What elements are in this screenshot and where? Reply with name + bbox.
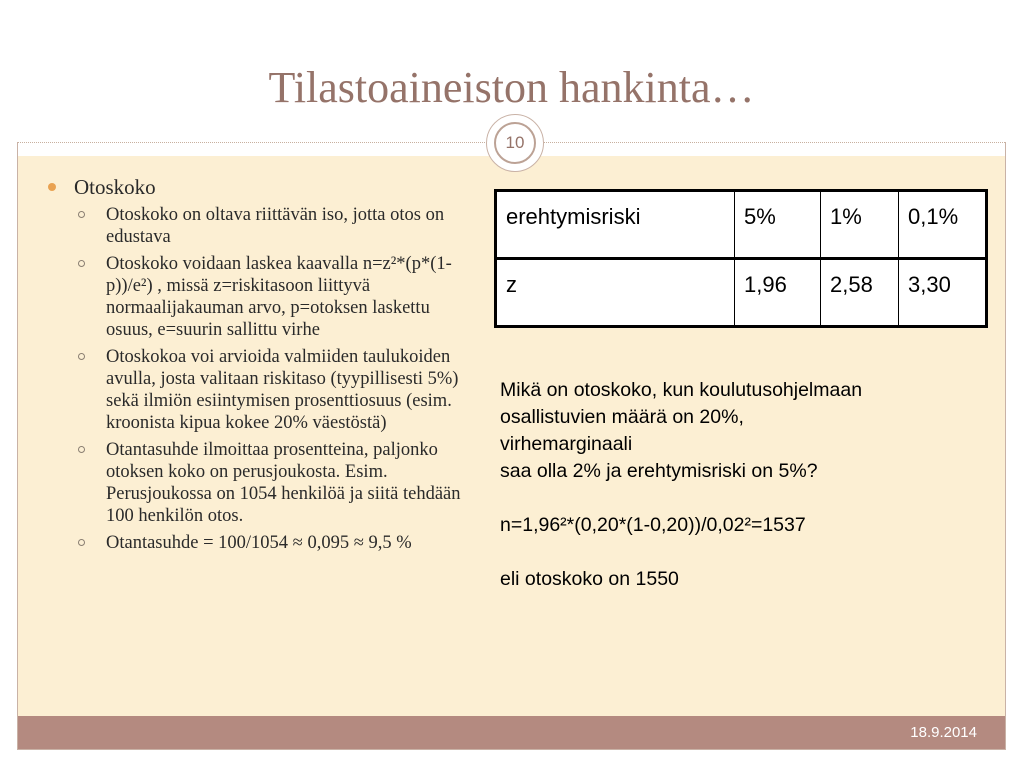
sub-bullet-item	[46, 204, 466, 248]
table-cell: 3,30	[899, 259, 987, 327]
sub-bullet-text: Otoskoko voidaan laskea kaavalla n=z²*(p*(1-p))/e²) , missä z=riskitasoon liittyvä normaalijakauman arvo, p=otoksen laskettu osuus, e=suurin sallittu virhe	[106, 254, 452, 340]
bullet-ring-icon	[78, 211, 85, 218]
question-line: Mikä on otoskoko, kun koulutusohjelmaan	[500, 379, 863, 401]
table-cell: 1%	[821, 191, 899, 259]
sub-bullet-list	[46, 204, 466, 554]
table-row	[496, 259, 987, 327]
sub-bullet-item	[46, 532, 466, 554]
table-cell: 2,58	[821, 259, 899, 327]
answer: eli otoskoko on 1550	[500, 568, 679, 590]
slide-title: Tilastoaineiston hankinta…	[268, 63, 755, 112]
question-line: virhemarginaali	[500, 433, 633, 455]
table-cell: z	[496, 259, 735, 327]
bullet-ring-icon	[78, 446, 85, 453]
example-calculation	[500, 377, 990, 593]
bullet-ring-icon	[78, 539, 85, 546]
sub-bullet-item	[46, 346, 466, 434]
page-number: 10	[494, 122, 536, 164]
risk-z-table	[494, 189, 988, 328]
sub-bullet-text: Otoskokoa voi arvioida valmiiden taulukoiden avulla, josta valitaan riskitaso (tyypillisesti 5%) sekä ilmiön esiintymisen prosenttiosuus (esim. kroonista kipua kokee 20% väestöstä)	[106, 347, 459, 433]
bullet-otoskoko	[46, 174, 466, 200]
table-cell: 0,1%	[899, 191, 987, 259]
footer-date: 18.9.2014	[910, 724, 977, 741]
table-cell: 5%	[735, 191, 821, 259]
sub-bullet-text: Otantasuhde = 100/1054 ≈ 0,095 ≈ 9,5 %	[106, 533, 412, 553]
sub-bullet-item	[46, 439, 466, 527]
table-cell: 1,96	[735, 259, 821, 327]
bullet-list	[46, 174, 466, 559]
sub-bullet-text: Otantasuhde ilmoittaa prosentteina, paljonko otoksen koko on perusjoukosta. Esim. Perusjoukossa on 1054 henkilöä ja siitä tehdään 100 henkilön otos.	[106, 440, 461, 526]
question-line: saa olla 2% ja erehtymisriski on 5%?	[500, 460, 818, 482]
table-cell: erehtymisriski	[496, 191, 735, 259]
bullet-ring-icon	[78, 260, 85, 267]
footer-bar	[18, 716, 1005, 749]
bullet-ring-icon	[78, 353, 85, 360]
formula: n=1,96²*(0,20*(1-0,20))/0,02²=1537	[500, 514, 806, 536]
sub-bullet-item	[46, 253, 466, 341]
bullet-dot-icon	[48, 183, 56, 191]
sub-bullet-text: Otoskoko on oltava riittävän iso, jotta otos on edustava	[106, 205, 445, 247]
bullet-heading: Otoskoko	[74, 175, 156, 199]
question-line: osallistuvien määrä on 20%,	[500, 406, 744, 428]
table-row	[496, 191, 987, 259]
